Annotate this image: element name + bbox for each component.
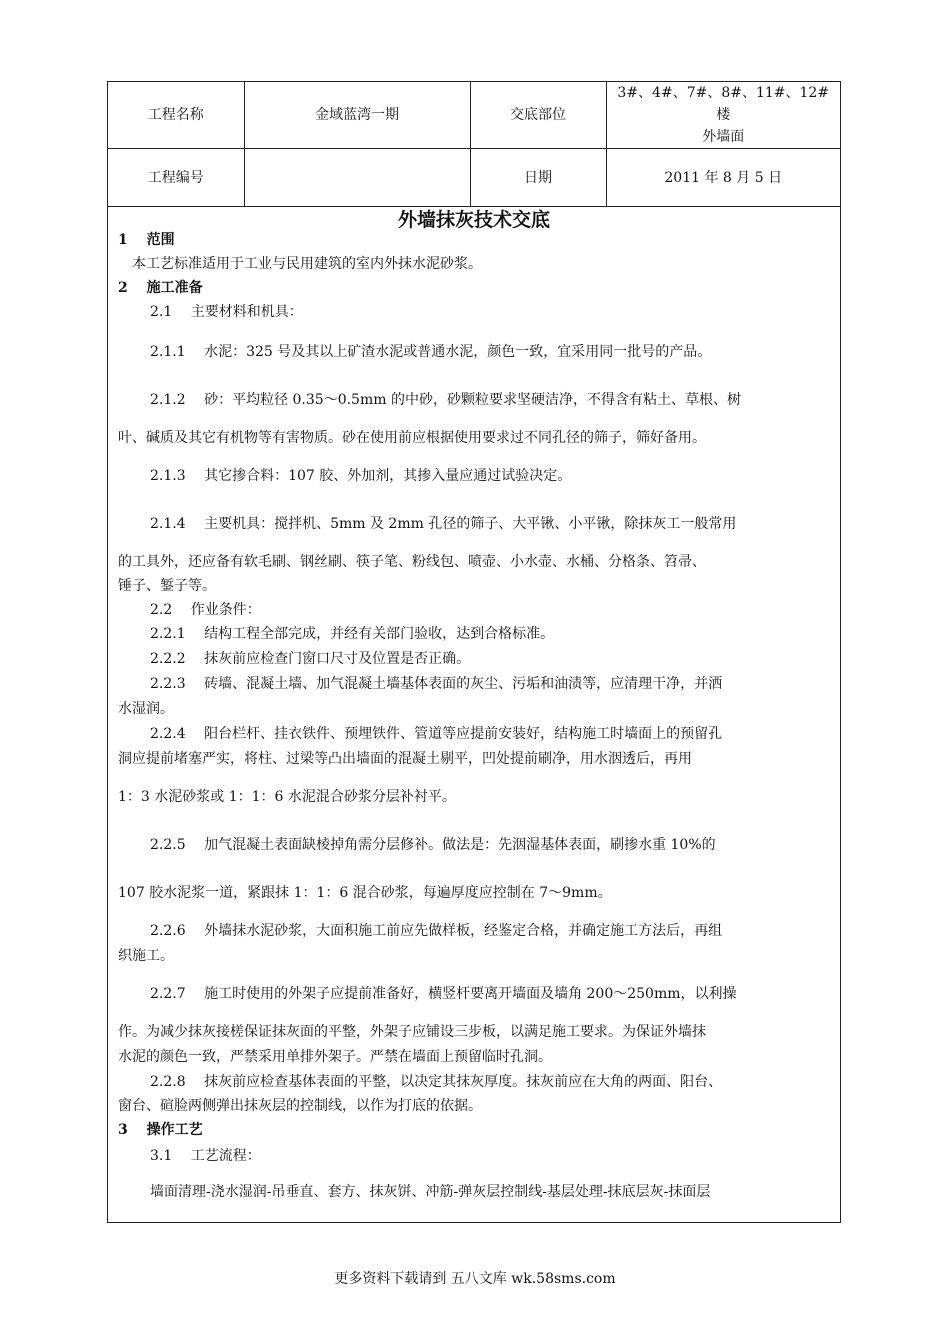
paragraph-line: 的工具外，还应备有软毛刷、钢丝刷、筷子笔、粉线包、喷壶、小水壶、水桶、分格条、笤帚、 xyxy=(118,554,706,570)
paragraph-line: 2.2.7 施工时使用的外架子应提前准备好，横竖杆要离开墙面及墙角 200～250mm，以利操 xyxy=(150,986,737,1002)
date-label: 日期 xyxy=(470,149,606,207)
project-name-value: 金域蓝湾一期 xyxy=(244,82,470,149)
location-value xyxy=(606,82,840,149)
paragraph-line: 作。为减少抹灰接槎保证抹灰面的平整，外架子应铺设三步板，以满足施工要求。为保证外墙抹 xyxy=(118,1024,706,1040)
project-no-label: 工程编号 xyxy=(108,149,244,207)
section-heading: 1 范围 xyxy=(118,232,175,248)
section-heading: 2 施工准备 xyxy=(118,280,203,296)
footer-note: 更多资料下载请到 五八文库 wk.58sms.com xyxy=(334,1271,616,1287)
paragraph-line: 织施工。 xyxy=(118,948,174,964)
paragraph-line: 2.1.1 水泥：325 号及其以上矿渣水泥或普通水泥，颜色一致，宜采用同一批号的产品。 xyxy=(150,344,712,360)
paragraph-line: 2.1.3 其它掺合料：107 胶、外加剂，其掺入量应通过试验决定。 xyxy=(150,468,572,484)
paragraph-line: 叶、碱质及其它有机物等有害物质。砂在使用前应根据使用要求过不同孔径的筛子，筛好备用。 xyxy=(118,430,706,446)
paragraph-line: 2.2.8 抹灰前应检查基体表面的平整，以决定其抹灰厚度。抹灰前应在大角的两面、阳台、 xyxy=(150,1074,723,1090)
subsection-heading: 3.1 工艺流程： xyxy=(150,1148,261,1164)
location-label: 交底部位 xyxy=(470,82,606,149)
paragraph-line: 107 胶水泥浆一道，紧跟抹 1：1：6 混合砂浆，每遍厚度应控制在 7～9mm。 xyxy=(118,885,612,901)
subsection-heading: 2.2 作业条件： xyxy=(150,602,261,618)
project-name-label: 工程名称 xyxy=(108,82,244,149)
paragraph-line: 墙面清理-浇水湿润-吊垂直、套方、抹灰饼、冲筋-弹灰层控制线-基层处理-抹底层灰-抹面层 xyxy=(150,1184,711,1200)
project-no-value xyxy=(244,149,470,207)
location-line2: 外墙面 xyxy=(702,129,745,145)
header-table xyxy=(108,82,840,207)
paragraph-line: 1：3 水泥砂浆或 1：1：6 水泥混合砂浆分层补衬平。 xyxy=(118,789,456,805)
paragraph-line: 2.2.5 加气混凝土表面缺棱掉角需分层修补。做法是：先洇湿基体表面，刷掺水重 10%的 xyxy=(150,837,716,853)
paragraph-line: 2.1.2 砂：平均粒径 0.35～0.5mm 的中砂，砂颗粒要求坚硬洁净，不得含有粘土、草根、树 xyxy=(150,392,741,408)
paragraph-line: 2.2.3 砖墙、混凝土墙、加气混凝土墙基体表面的灰尘、污垢和油渍等，应清理干净，并洒 xyxy=(150,676,723,692)
date-value: 2011 年 8 月 5 日 xyxy=(606,149,840,207)
document-frame xyxy=(107,81,841,1223)
paragraph-line: 2.2.4 阳台栏杆、挂衣铁件、预埋铁件、管道等应提前安装好，结构施工时墙面上的预留孔 xyxy=(150,726,723,742)
paragraph-line: 本工艺标准适用于工业与民用建筑的室内外抹水泥砂浆。 xyxy=(132,256,482,272)
paragraph-line: 2.2.6 外墙抹水泥砂浆，大面积施工前应先做样板，经鉴定合格，并确定施工方法后，再组 xyxy=(150,923,723,939)
paragraph-line: 2.2.2 抹灰前应检查门窗口尺寸及位置是否正确。 xyxy=(150,651,471,667)
paragraph-line: 2.2.1 结构工程全部完成，并经有关部门验收，达到合格标准。 xyxy=(150,626,555,642)
paragraph-line: 窗台、碹脸两侧弹出抹灰层的控制线，以作为打底的依据。 xyxy=(118,1098,482,1114)
document-title: 外墙抹灰技术交底 xyxy=(397,209,550,231)
location-line1: 3#、4#、7#、8#、11#、12#楼 xyxy=(617,85,830,123)
section-heading: 3 操作工艺 xyxy=(118,1122,203,1138)
paragraph-line: 水泥的颜色一致，严禁采用单排外架子。严禁在墙面上预留临时孔洞。 xyxy=(118,1049,552,1065)
paragraph-line: 2.1.4 主要机具：搅拌机、5mm 及 2mm 孔径的筛子、大平锹、小平锹，除抹灰工一般常用 xyxy=(150,516,737,532)
subsection-heading: 2.1 主要材料和机具： xyxy=(150,304,303,320)
paragraph-line: 水湿润。 xyxy=(118,701,174,717)
paragraph-line: 锤子、錾子等。 xyxy=(118,578,216,594)
paragraph-line: 洞应提前堵塞严实，将柱、过梁等凸出墙面的混凝土剔平，凹处提前刷净，用水洇透后，再用 xyxy=(118,751,692,767)
